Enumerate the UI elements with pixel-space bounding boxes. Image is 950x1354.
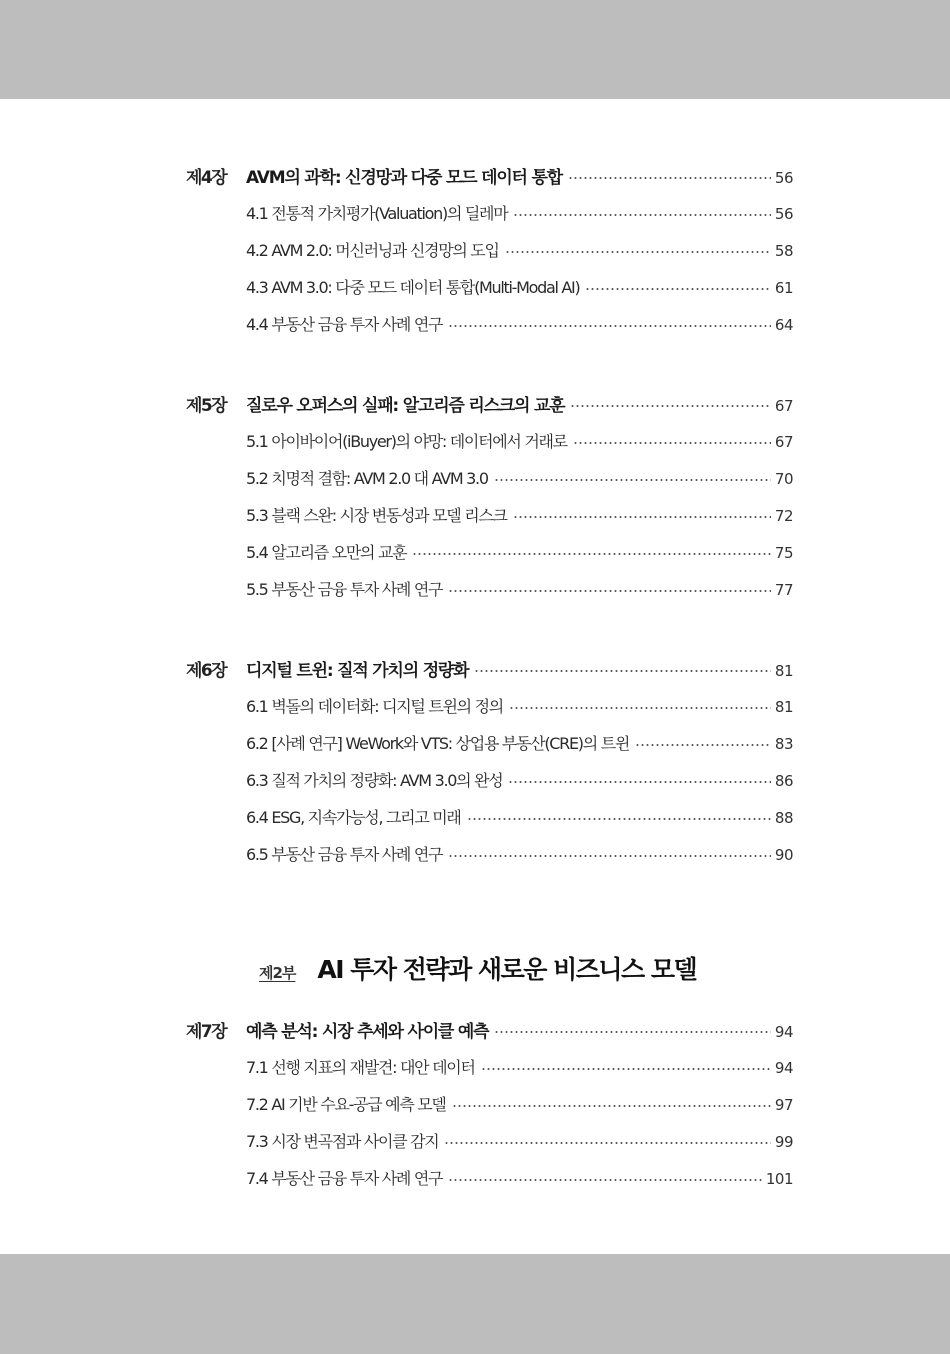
dot-leader	[635, 744, 771, 746]
toc-section-6-5[interactable]	[246, 842, 793, 865]
page-number: 88	[774, 809, 793, 827]
dot-leader	[505, 251, 771, 253]
section-title: 5.5 부동산 금융 투자 사례 연구	[246, 580, 443, 599]
section-title: 6.1 벽돌의 데이터화: 디지털 트윈의 정의	[246, 697, 503, 716]
dot-leader	[481, 1068, 771, 1070]
toc-section-5-2[interactable]	[246, 466, 793, 489]
part-number: 제2부	[259, 964, 296, 982]
toc-section-6-3[interactable]	[246, 768, 793, 791]
toc-section-7-2[interactable]	[246, 1092, 793, 1115]
toc-chapter-6[interactable]	[186, 656, 793, 681]
toc-section-4-4[interactable]	[246, 312, 793, 335]
dot-leader	[448, 325, 771, 327]
page-number: 81	[774, 662, 793, 680]
section-title: 7.1 선행 지표의 재발견: 대안 데이터	[246, 1058, 475, 1077]
dot-leader	[585, 288, 771, 290]
page-number: 101	[765, 1170, 793, 1188]
section-title: 5.3 블랙 스완: 시장 변동성과 모델 리스크	[246, 506, 507, 525]
toc-section-5-1[interactable]	[246, 429, 793, 452]
page-number: 86	[774, 772, 793, 790]
section-title: 5.2 치명적 결함: AVM 2.0 대 AVM 3.0	[246, 469, 488, 488]
toc-section-4-3[interactable]	[246, 275, 793, 298]
dot-leader	[474, 670, 771, 672]
toc-chapter-7[interactable]	[186, 1017, 793, 1042]
page-number: 94	[774, 1023, 793, 1041]
dot-leader	[448, 590, 771, 592]
chapter-number: 제6장	[186, 661, 227, 681]
dot-leader	[513, 214, 771, 216]
part-title: AI 투자 전략과 새로운 비즈니스 모델	[317, 955, 697, 984]
page-number: 83	[774, 735, 793, 753]
toc-section-5-5[interactable]	[246, 577, 793, 600]
toc-section-5-3[interactable]	[246, 503, 793, 526]
page-number: 70	[774, 470, 793, 488]
section-title: 6.3 질적 가치의 정량화: AVM 3.0의 완성	[246, 771, 503, 790]
toc-section-6-1[interactable]	[246, 694, 793, 717]
page-number: 64	[774, 316, 793, 334]
page-number: 94	[774, 1059, 793, 1077]
page-number: 75	[774, 544, 793, 562]
dot-leader	[412, 553, 771, 555]
page-number: 67	[774, 397, 793, 415]
dot-leader	[452, 1105, 771, 1107]
chapter-title: AVM의 과학: 신경망과 다중 모드 데이터 통합	[246, 168, 562, 188]
chapter-number: 제7장	[186, 1022, 227, 1042]
toc-chapter-5[interactable]	[186, 391, 793, 416]
page-number: 67	[774, 433, 793, 451]
section-title: 6.5 부동산 금융 투자 사례 연구	[246, 845, 443, 864]
section-title: 7.4 부동산 금융 투자 사례 연구	[246, 1169, 443, 1188]
toc-section-4-1[interactable]	[246, 201, 793, 224]
section-title: 6.4 ESG, 지속가능성, 그리고 미래	[246, 808, 461, 827]
section-title: 5.1 아이바이어(iBuyer)의 야망: 데이터에서 거래로	[246, 432, 567, 451]
section-title: 5.4 알고리즘 오만의 교훈	[246, 543, 407, 562]
dot-leader	[513, 516, 771, 518]
toc-chapter-4[interactable]	[186, 163, 793, 188]
bottom-margin-band	[0, 1254, 950, 1354]
page-number: 90	[774, 846, 793, 864]
dot-leader	[448, 1179, 762, 1181]
chapter-title: 질로우 오퍼스의 실패: 알고리즘 리스크의 교훈	[246, 396, 565, 416]
toc-section-7-1[interactable]	[246, 1055, 793, 1078]
section-title: 7.3 시장 변곡점과 사이클 감지	[246, 1132, 439, 1151]
dot-leader	[568, 177, 771, 179]
dot-leader	[494, 1031, 771, 1033]
chapter-title: 예측 분석: 시장 추세와 사이클 예측	[246, 1022, 489, 1042]
chapter-title: 디지털 트윈: 질적 가치의 정량화	[246, 661, 469, 681]
toc-section-6-2[interactable]	[246, 731, 793, 754]
page-number: 81	[774, 698, 793, 716]
toc-section-4-2[interactable]	[246, 238, 793, 261]
page-number: 61	[774, 279, 793, 297]
part-heading[interactable]	[259, 950, 696, 986]
dot-leader	[448, 855, 771, 857]
section-title: 4.4 부동산 금융 투자 사례 연구	[246, 315, 443, 334]
page-number: 77	[774, 581, 793, 599]
section-title: 4.2 AVM 2.0: 머신러닝과 신경망의 도입	[246, 241, 499, 260]
section-title: 4.3 AVM 3.0: 다중 모드 데이터 통합(Multi-Modal AI)	[246, 278, 580, 297]
section-title: 6.2 [사례 연구] WeWork와 VTS: 상업용 부동산(CRE)의 트윈	[246, 734, 630, 753]
page-number: 97	[774, 1096, 793, 1114]
dot-leader	[573, 442, 771, 444]
page-number: 72	[774, 507, 793, 525]
toc-section-7-4[interactable]	[246, 1166, 793, 1189]
page-number: 99	[774, 1133, 793, 1151]
chapter-number: 제5장	[186, 396, 227, 416]
top-margin-band	[0, 0, 950, 99]
page-number: 58	[774, 242, 793, 260]
toc-section-7-3[interactable]	[246, 1129, 793, 1152]
section-title: 4.1 전통적 가치평가(Valuation)의 딜레마	[246, 204, 508, 223]
toc-section-5-4[interactable]	[246, 540, 793, 563]
page-number: 56	[774, 205, 793, 223]
page-number: 56	[774, 169, 793, 187]
section-title: 7.2 AI 기반 수요-공급 예측 모델	[246, 1095, 446, 1114]
dot-leader	[570, 405, 770, 407]
toc-section-6-4[interactable]	[246, 805, 793, 828]
chapter-number: 제4장	[186, 168, 227, 188]
dot-leader	[494, 479, 771, 481]
dot-leader	[508, 781, 771, 783]
dot-leader	[509, 707, 771, 709]
dot-leader	[444, 1142, 771, 1144]
dot-leader	[467, 818, 771, 820]
